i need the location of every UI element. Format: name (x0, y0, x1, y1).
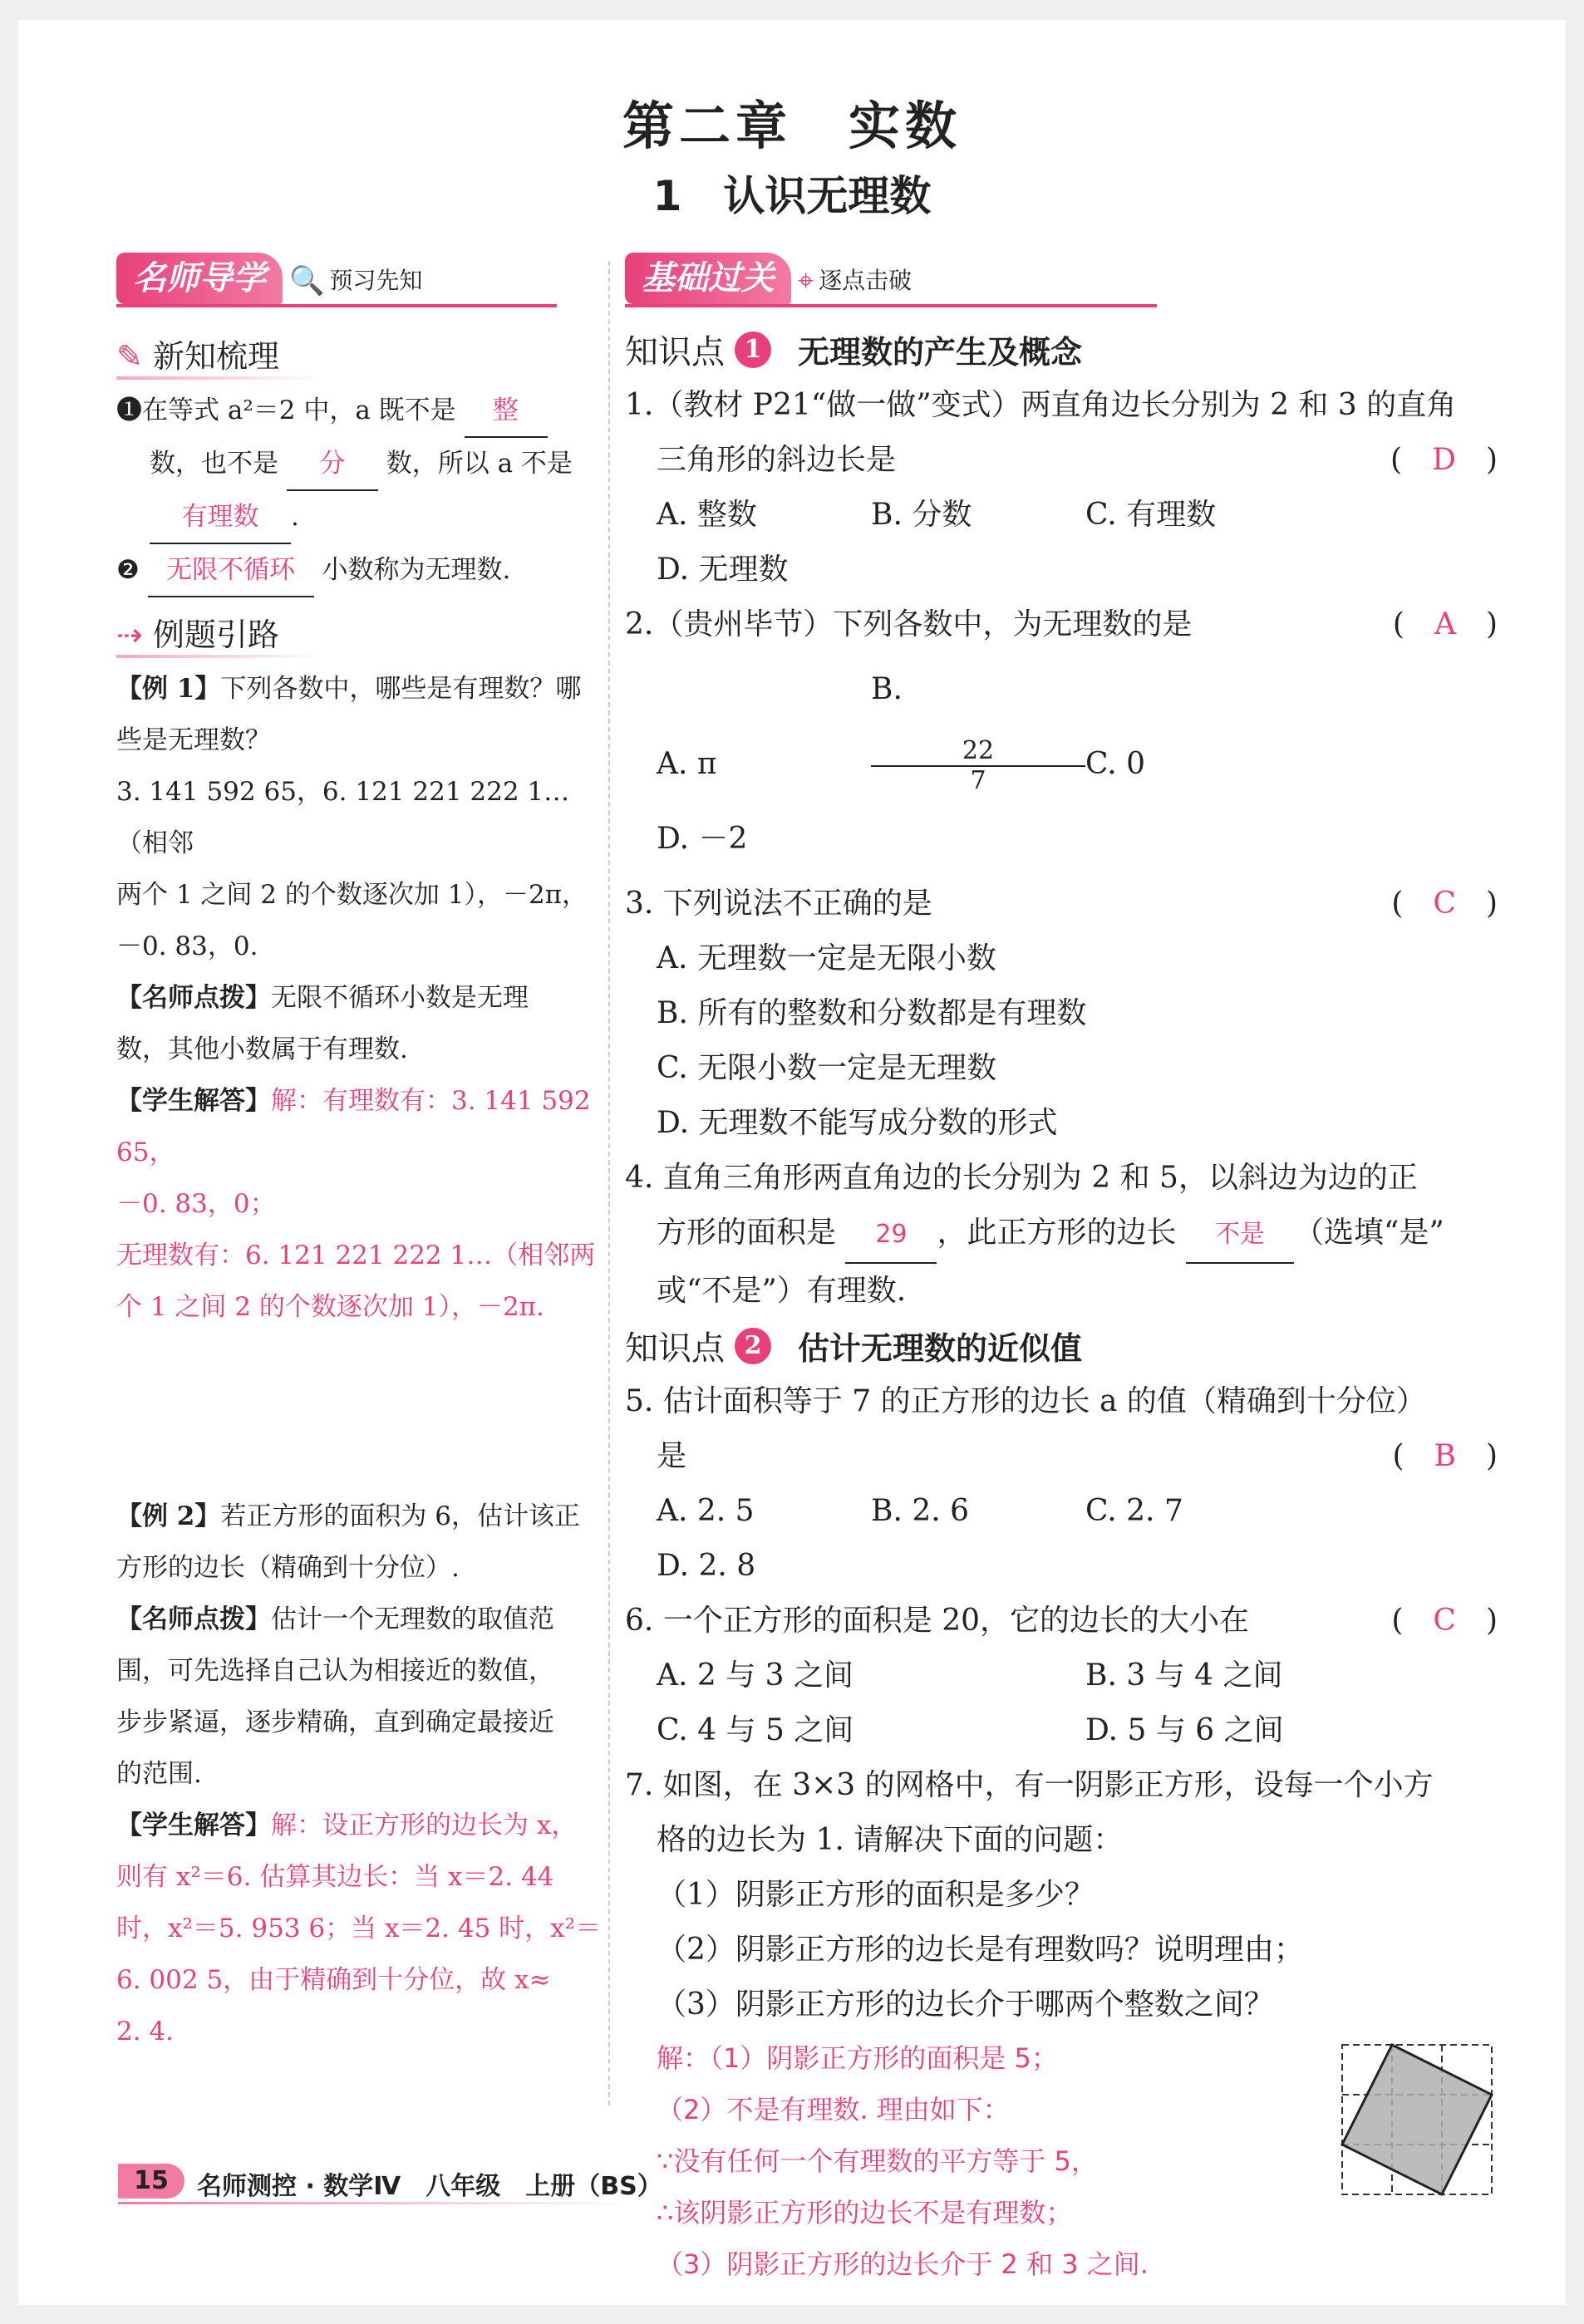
target-icon: ⌖ (798, 264, 814, 297)
kp-number: 2 (735, 1328, 771, 1364)
ex2-tip: 步步紧逼，逐步精确，直到确定最接近 (116, 1707, 554, 1737)
option: B. 3 与 4 之间 (1085, 1658, 1283, 1693)
kp-title: 无理数的产生及概念 (798, 334, 1083, 371)
knowledge-point-2 (625, 1322, 1498, 1369)
item1-text: ❶在等式 a²＝2 中，a 既不是 (116, 396, 456, 425)
right-column (625, 253, 1498, 2290)
knowledge-point-1 (625, 326, 1498, 373)
kp-number: 1 (735, 332, 771, 368)
right-banner: 基础过关 (625, 253, 791, 304)
new-knowledge-heading: 新知梳理 (152, 338, 279, 375)
answer-bracket: ( C ) (1391, 1604, 1498, 1638)
q7-line: （2）阴影正方形的边长是有理数吗？说明理由； (657, 1933, 1304, 1967)
ex2-answer: 2. 4. (116, 2017, 175, 2046)
blank-is-rational: 不是 (1186, 1207, 1294, 1264)
q1-line: 1.（教材 P21“做一做”变式）两直角边长分别为 2 和 3 的直角 (625, 388, 1457, 422)
q4-line: 方形的面积是 (657, 1216, 837, 1250)
question-1 (625, 378, 1498, 597)
q2-answer: A (1434, 607, 1456, 641)
option: D. －2 (657, 822, 748, 856)
blank-fraction: 分 (287, 438, 378, 491)
q7-solution-line: （2）不是有理数. 理由如下： (657, 2094, 1010, 2125)
option: C. 4 与 5 之间 (657, 1713, 854, 1747)
option: C. 无限小数一定是无理数 (657, 1051, 997, 1085)
question-5 (625, 1374, 1498, 1594)
examples-heading: 例题引路 (152, 617, 279, 653)
kp-title: 估计无理数的近似值 (798, 1330, 1083, 1367)
ex1-tip: 数，其他小数属于有理数. (116, 1034, 408, 1064)
q7-line: （3）阴影正方形的边长介于哪两个整数之间？ (657, 1987, 1274, 2022)
ex1-line: －0. 83，0. (116, 931, 258, 961)
left-banner-sub: 预习先知 (329, 267, 423, 294)
left-banner-line (116, 304, 557, 307)
q6-answer: C (1433, 1604, 1456, 1638)
answer-bracket: ( A ) (1392, 607, 1498, 641)
fraction-denominator: 7 (970, 766, 986, 795)
ex2-label: 【例 2】 (116, 1501, 221, 1531)
kp-label: 知识点 (625, 1329, 725, 1368)
option: A. 2. 5 (657, 1494, 755, 1528)
option: B. 分数 (871, 498, 972, 532)
option: B. (871, 672, 903, 706)
blank-rational: 有理数 (150, 491, 291, 544)
knowledge-item-1: ❶在等式 a²＝2 中，a 既不是 整 数，也不是 分 数，所以 a 不是 有理数 . (116, 385, 615, 544)
column-divider (608, 261, 610, 2105)
option: B. 2. 6 (871, 1494, 970, 1528)
ex2-line: 若正方形的面积为 6，估计该正 (220, 1501, 580, 1531)
option: D. 2. 8 (657, 1549, 756, 1583)
q7-solution-line: ∵没有任何一个有理数的平方等于 5， (657, 2145, 1098, 2177)
q1-answer: D (1432, 443, 1456, 477)
q7-line: 格的边长为 1. 请解决下面的问题： (657, 1823, 1124, 1857)
option: A. π (657, 747, 717, 781)
right-banner-sub: 逐点击破 (819, 267, 913, 294)
ex2-answer: 解：设正方形的边长为 x， (271, 1811, 578, 1840)
option: C. 0 (1085, 747, 1146, 781)
ex1-line: 些是无理数？ (116, 725, 271, 755)
item2-text: 小数称为无理数. (322, 555, 511, 585)
fraction (871, 737, 1085, 795)
option: D. 无理数不能写成分数的形式 (657, 1106, 1058, 1140)
shaded-square (1342, 2045, 1492, 2194)
ex2-tip: 估计一个无理数的取值范 (271, 1604, 554, 1634)
footer-line (118, 2202, 633, 2204)
q7-solution-line: 解：（1）阴影正方形的面积是 5； (657, 2042, 1058, 2074)
ex2-tip: 的范围. (116, 1759, 202, 1789)
ex2-line: 方形的边长（精确到十分位）. (116, 1553, 460, 1583)
q1-line: 三角形的斜边长是 (657, 443, 897, 477)
q4-line: （选填“是” (1293, 1216, 1444, 1250)
option: A. 无理数一定是无限小数 (657, 941, 996, 975)
q2-line: 2.（贵州毕节）下列各数中，为无理数的是 (625, 607, 1193, 641)
q3-line: 3. 下列说法不正确的是 (625, 887, 932, 921)
q3-answer: C (1433, 887, 1456, 921)
ex1-label: 【例 1】 (116, 674, 221, 704)
q7-solution-line: ∴该阴影正方形的边长不是有理数； (657, 2197, 1073, 2228)
q5-line: 是 (657, 1439, 687, 1473)
q7-solution-line: （3）阴影正方形的边长介于 2 和 3 之间. (657, 2248, 1149, 2280)
question-7 (625, 1758, 1498, 2290)
answer-bracket: ( B ) (1392, 1439, 1498, 1473)
ex1-line: 3. 141 592 65，6. 121 221 222 1…（相邻 (116, 777, 570, 858)
ex1-answer: －0. 83，0； (116, 1189, 276, 1219)
signpost-icon: ⇢ (116, 617, 143, 653)
ex1-line: 两个 1 之间 2 的个数逐次加 1），－2π， (116, 880, 588, 910)
question-3 (625, 877, 1498, 1151)
option: C. 2. 7 (1085, 1494, 1183, 1528)
right-banner-line (625, 304, 1157, 307)
q4-line: 4. 直角三角形两直角边的长分别为 2 和 5，以斜边为边的正 (625, 1161, 1418, 1195)
ex1-answer: 解：有理数有：3. 141 592 65， (116, 1086, 591, 1167)
heading-underline (116, 655, 324, 658)
ex1-answer: 无理数有：6. 121 221 222 1…（相邻两 (116, 1241, 596, 1270)
pencil-icon: ✎ (116, 338, 143, 375)
ex2-answer: 则有 x²＝6. 估算其边长：当 x＝2. 44 (116, 1862, 554, 1892)
kp-label: 知识点 (625, 333, 725, 371)
example-1 (116, 663, 615, 1333)
q6-line: 6. 一个正方形的面积是 20，它的边长的大小在 (625, 1604, 1250, 1638)
q4-line: 或“不是”）有理数. (657, 1274, 907, 1308)
q5-answer: B (1434, 1439, 1456, 1473)
grid-figure (1340, 2042, 1494, 2197)
option: D. 5 与 6 之间 (1085, 1713, 1284, 1747)
blank-area: 29 (845, 1207, 937, 1264)
ex2-tip: 围，可先选择自己认为相接近的数值， (116, 1656, 554, 1686)
item1-text-mid: 数，也不是 (150, 449, 278, 479)
chapter-title: 第二章 实数 (622, 96, 962, 156)
q7-line: （1）阴影正方形的面积是多少？ (657, 1878, 1095, 1912)
heading-underline (116, 376, 324, 380)
answer-label: 【学生解答】 (116, 1811, 271, 1840)
q7-line: 7. 如图，在 3×3 的网格中，有一阴影正方形，设每一个小方 (625, 1768, 1434, 1802)
knowledge-item-2 (116, 544, 615, 597)
footer-text: 名师测控 · 数学Ⅳ 八年级 上册（BS） (197, 2172, 662, 2201)
ex2-answer: 6. 002 5，由于精确到十分位，故 x≈ (116, 1965, 551, 1995)
blank-integer: 整 (465, 385, 548, 438)
section-title: 1 认识无理数 (652, 172, 932, 220)
option: B. 所有的整数和分数都是有理数 (657, 996, 1087, 1030)
magnifier-icon: 🔍 (289, 264, 325, 297)
q4-line: ，此正方形的边长 (937, 1216, 1177, 1250)
ex1-line: 下列各数中，哪些是有理数？哪 (220, 674, 582, 704)
ex1-answer: 个 1 之间 2 的个数逐次加 1），－2π. (116, 1292, 544, 1322)
option: C. 有理数 (1085, 498, 1217, 532)
left-banner: 名师导学 (116, 253, 283, 304)
item1-text-post: 数，所以 a 不是 (386, 449, 573, 479)
item2-num: ❷ (116, 555, 140, 585)
fraction-numerator: 22 (871, 737, 1085, 767)
question-6 (625, 1594, 1498, 1758)
blank-nonrepeating: 无限不循环 (148, 544, 314, 597)
option: A. 整数 (657, 498, 757, 532)
option: D. 无理数 (657, 553, 789, 587)
tip-label: 【名师点拨】 (116, 1604, 271, 1634)
ex1-tip: 无限不循环小数是无理 (271, 983, 529, 1013)
workbook-page (18, 20, 1566, 2305)
page-number: 15 (118, 2164, 184, 2199)
option-fraction (871, 652, 1085, 802)
q5-line: 5. 估计面积等于 7 的正方形的边长 a 的值（精确到十分位） (625, 1384, 1426, 1418)
question-2 (625, 597, 1498, 877)
example-2 (116, 1491, 615, 2057)
question-4 (625, 1151, 1498, 1319)
option: A. 2 与 3 之间 (657, 1658, 854, 1693)
tip-label: 【名师点拨】 (116, 983, 271, 1013)
answer-bracket: ( D ) (1390, 443, 1498, 477)
answer-label: 【学生解答】 (116, 1086, 271, 1116)
ex2-answer: 时，x²＝5. 953 6；当 x＝2. 45 时，x²＝ (116, 1914, 602, 1943)
answer-bracket: ( C ) (1391, 887, 1498, 921)
left-column (116, 253, 615, 2057)
